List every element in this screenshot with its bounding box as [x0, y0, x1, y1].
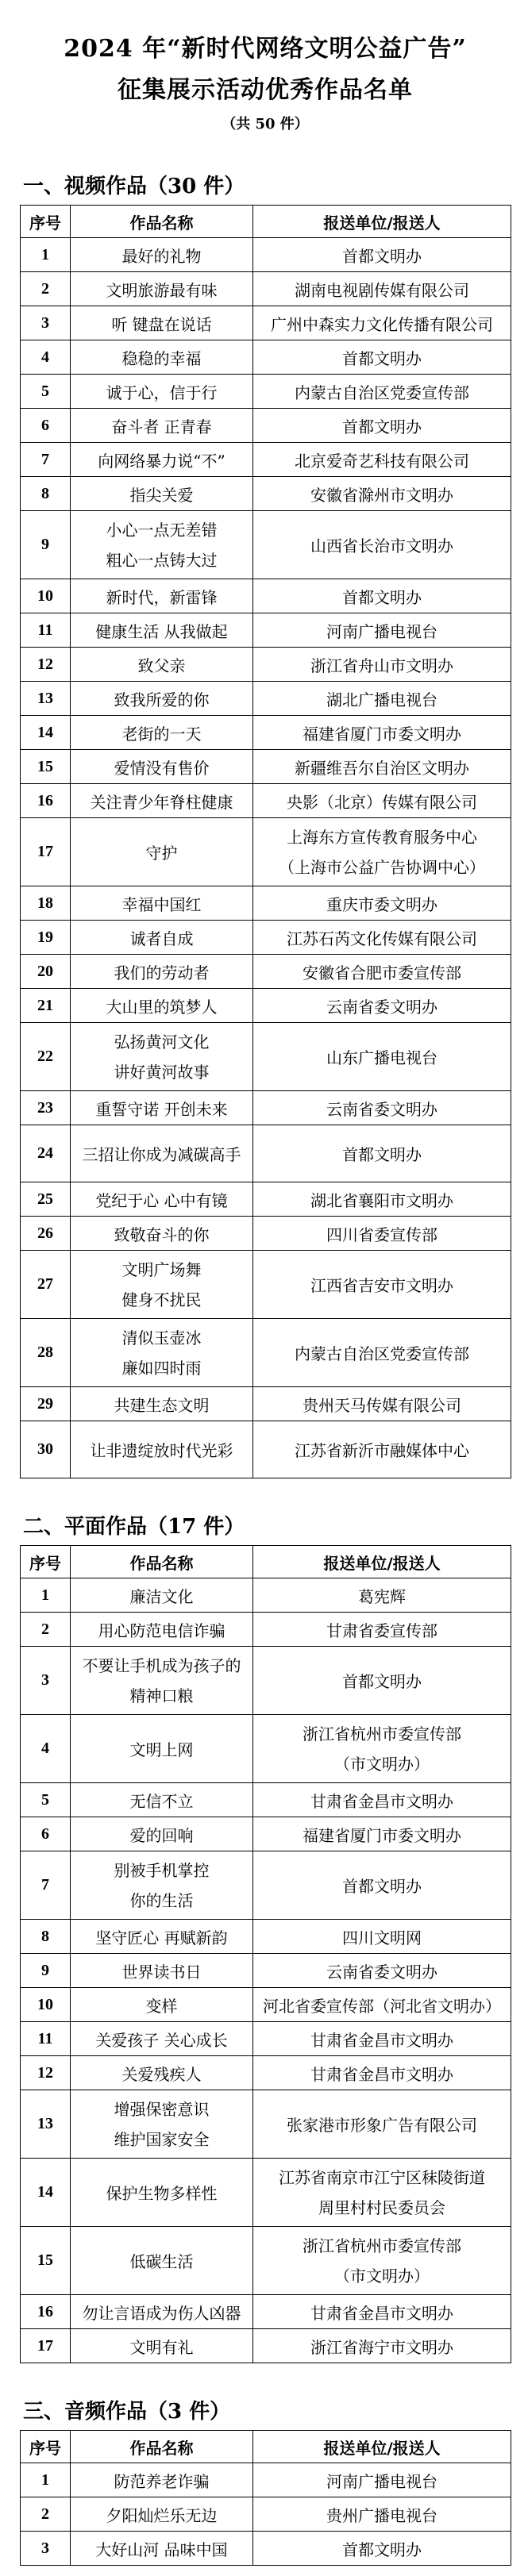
table-row — [21, 1421, 511, 1478]
table-header-row — [21, 1546, 511, 1578]
col-header-name: 作品名称 — [71, 1546, 253, 1578]
work-title: 爱情没有售价 — [71, 750, 253, 784]
submitting-unit: 河南广播电视台 — [253, 613, 511, 648]
work-title: 变样 — [71, 1988, 253, 2022]
work-title: 健康生活 从我做起 — [71, 613, 253, 648]
work-title: 文明上网 — [71, 1715, 253, 1783]
row-number: 11 — [21, 2022, 71, 2056]
submitting-unit: 山东广播电视台 — [253, 1023, 511, 1091]
submitting-unit: 甘肃省金昌市文明办 — [253, 2295, 511, 2329]
submitting-unit: 内蒙古自治区党委宣传部 — [253, 1319, 511, 1387]
row-number: 22 — [21, 1023, 71, 1091]
submitting-unit: 湖北省襄阳市文明办 — [253, 1182, 511, 1217]
table-row — [21, 1217, 511, 1251]
work-title: 诚者自成 — [71, 921, 253, 955]
table-row — [21, 2497, 511, 2532]
work-title: 爱的回响 — [71, 1817, 253, 1851]
submitting-unit: 湖南电视剧传媒有限公司 — [253, 272, 511, 306]
table-row — [21, 238, 511, 272]
table-row — [21, 443, 511, 477]
table-row — [21, 1319, 511, 1387]
row-number: 2 — [21, 272, 71, 306]
work-title: 不要让手机成为孩子的 精神口粮 — [71, 1647, 253, 1715]
work-title: 别被手机掌控 你的生活 — [71, 1851, 253, 1920]
work-title: 守护 — [71, 818, 253, 886]
submitting-unit: 贵州广播电视台 — [253, 2497, 511, 2532]
work-title: 夕阳灿烂乐无边 — [71, 2497, 253, 2532]
row-number: 4 — [21, 340, 71, 375]
table-row — [21, 2295, 511, 2329]
row-number: 4 — [21, 1715, 71, 1783]
audio-works-table — [20, 2430, 511, 2566]
row-number: 16 — [21, 784, 71, 818]
section-print-works — [20, 1515, 511, 2363]
row-number: 10 — [21, 579, 71, 613]
col-header-name: 作品名称 — [71, 2431, 253, 2463]
submitting-unit: 福建省厦门市委文明办 — [253, 1817, 511, 1851]
work-title: 无信不立 — [71, 1783, 253, 1817]
submitting-unit: 四川文明网 — [253, 1920, 511, 1954]
row-number: 13 — [21, 2090, 71, 2159]
submitting-unit: 首都文明办 — [253, 340, 511, 375]
table-row — [21, 1783, 511, 1817]
row-number: 7 — [21, 443, 71, 477]
table-row — [21, 409, 511, 443]
table-row — [21, 1715, 511, 1783]
submitting-unit: 福建省厦门市委文明办 — [253, 716, 511, 750]
table-row — [21, 272, 511, 306]
submitting-unit: 广州中森实力文化传播有限公司 — [253, 306, 511, 340]
row-number: 3 — [21, 1647, 71, 1715]
submitting-unit: 贵州天马传媒有限公司 — [253, 1387, 511, 1421]
work-title: 大山里的筑梦人 — [71, 989, 253, 1023]
work-title: 廉洁文化 — [71, 1578, 253, 1613]
work-title: 增强保密意识 维护国家安全 — [71, 2090, 253, 2159]
table-row — [21, 1023, 511, 1091]
row-number: 10 — [21, 1988, 71, 2022]
col-header-num: 序号 — [21, 2431, 71, 2463]
table-row — [21, 477, 511, 511]
table-row — [21, 1387, 511, 1421]
submitting-unit: 河北省委宣传部（河北省文明办） — [253, 1988, 511, 2022]
submitting-unit: 山西省长治市文明办 — [253, 511, 511, 579]
work-title: 三招让你成为减碳高手 — [71, 1125, 253, 1182]
work-title: 勿让言语成为伤人凶器 — [71, 2295, 253, 2329]
table-row — [21, 1851, 511, 1920]
work-title: 党纪于心 心中有镜 — [71, 1182, 253, 1217]
table-row — [21, 1578, 511, 1613]
submitting-unit: 北京爱奇艺科技有限公司 — [253, 443, 511, 477]
row-number: 9 — [21, 511, 71, 579]
work-title: 我们的劳动者 — [71, 955, 253, 989]
work-title: 稳稳的幸福 — [71, 340, 253, 375]
submitting-unit: 河南广播电视台 — [253, 2463, 511, 2497]
row-number: 20 — [21, 955, 71, 989]
table-row — [21, 1613, 511, 1647]
table-row — [21, 750, 511, 784]
submitting-unit: 内蒙古自治区党委宣传部 — [253, 375, 511, 409]
submitting-unit: 云南省委文明办 — [253, 1091, 511, 1125]
table-row — [21, 1091, 511, 1125]
row-number: 5 — [21, 1783, 71, 1817]
row-number: 6 — [21, 1817, 71, 1851]
submitting-unit: 安徽省合肥市委宣传部 — [253, 955, 511, 989]
submitting-unit: 首都文明办 — [253, 579, 511, 613]
submitting-unit: 甘肃省委宣传部 — [253, 1613, 511, 1647]
row-number: 26 — [21, 1217, 71, 1251]
work-title: 防范养老诈骗 — [71, 2463, 253, 2497]
work-title: 关爱残疾人 — [71, 2056, 253, 2090]
submitting-unit: 浙江省杭州市委宣传部 （市文明办） — [253, 1715, 511, 1783]
col-header-name: 作品名称 — [71, 206, 253, 238]
table-row — [21, 2090, 511, 2159]
video-works-table — [20, 205, 511, 1478]
row-number: 6 — [21, 409, 71, 443]
work-title: 致敬奋斗的你 — [71, 1217, 253, 1251]
submitting-unit: 四川省委宣传部 — [253, 1217, 511, 1251]
submitting-unit: 浙江省海宁市文明办 — [253, 2329, 511, 2363]
work-title: 奋斗者 正青春 — [71, 409, 253, 443]
table-row — [21, 2532, 511, 2566]
submitting-unit: 重庆市委文明办 — [253, 886, 511, 921]
submitting-unit: 江苏石芮文化传媒有限公司 — [253, 921, 511, 955]
row-number: 3 — [21, 306, 71, 340]
row-number: 25 — [21, 1182, 71, 1217]
section-heading-video: 一、视频作品（30 件） — [23, 175, 245, 198]
submitting-unit: 甘肃省金昌市文明办 — [253, 2022, 511, 2056]
table-row — [21, 1920, 511, 1954]
table-row — [21, 2329, 511, 2363]
work-title: 致我所爱的你 — [71, 682, 253, 716]
submitting-unit: 甘肃省金昌市文明办 — [253, 1783, 511, 1817]
table-row — [21, 989, 511, 1023]
table-row — [21, 1125, 511, 1182]
work-title: 指尖关爱 — [71, 477, 253, 511]
submitting-unit: 江苏省南京市江宁区秣陵街道 周里村村民委员会 — [253, 2159, 511, 2227]
row-number: 15 — [21, 750, 71, 784]
col-header-num: 序号 — [21, 206, 71, 238]
submitting-unit: 江西省吉安市文明办 — [253, 1251, 511, 1319]
submitting-unit: 张家港市形象广告有限公司 — [253, 2090, 511, 2159]
row-number: 14 — [21, 716, 71, 750]
submitting-unit: 云南省委文明办 — [253, 1954, 511, 1988]
table-row — [21, 784, 511, 818]
submitting-unit: 首都文明办 — [253, 409, 511, 443]
table-row — [21, 2227, 511, 2295]
row-number: 8 — [21, 1920, 71, 1954]
submitting-unit: 云南省委文明办 — [253, 989, 511, 1023]
table-row — [21, 340, 511, 375]
page-title-line2: 征集展示活动优秀作品名单 — [118, 76, 413, 104]
count-note: （共 50 件） — [222, 116, 309, 133]
submitting-unit: 安徽省滁州市文明办 — [253, 477, 511, 511]
submitting-unit: 上海东方宣传教育服务中心 （上海市公益广告协调中心） — [253, 818, 511, 886]
table-header-row — [21, 2431, 511, 2463]
table-row — [21, 955, 511, 989]
row-number: 12 — [21, 648, 71, 682]
row-number: 19 — [21, 921, 71, 955]
submitting-unit: 央影（北京）传媒有限公司 — [253, 784, 511, 818]
page-title — [20, 29, 511, 111]
row-number: 30 — [21, 1421, 71, 1478]
row-number: 17 — [21, 818, 71, 886]
row-number: 27 — [21, 1251, 71, 1319]
work-title: 世界读书日 — [71, 1954, 253, 1988]
table-row — [21, 716, 511, 750]
row-number: 11 — [21, 613, 71, 648]
work-title: 保护生物多样性 — [71, 2159, 253, 2227]
row-number: 23 — [21, 1091, 71, 1125]
work-title: 老街的一天 — [71, 716, 253, 750]
submitting-unit: 浙江省舟山市文明办 — [253, 648, 511, 682]
table-row — [21, 579, 511, 613]
row-number: 21 — [21, 989, 71, 1023]
col-header-unit: 报送单位/报送人 — [253, 206, 511, 238]
page-title-line1: 2024 年“新时代网络文明公益广告” — [64, 35, 467, 63]
section-audio-works — [20, 2400, 511, 2566]
row-number: 18 — [21, 886, 71, 921]
work-title: 大好山河 品味中国 — [71, 2532, 253, 2566]
row-number: 13 — [21, 682, 71, 716]
work-title: 重誓守诺 开创未来 — [71, 1091, 253, 1125]
col-header-unit: 报送单位/报送人 — [253, 1546, 511, 1578]
table-row — [21, 2159, 511, 2227]
table-row — [21, 1182, 511, 1217]
submitting-unit: 葛宪辉 — [253, 1578, 511, 1613]
work-title: 清似玉壶冰 廉如四时雨 — [71, 1319, 253, 1387]
table-row — [21, 682, 511, 716]
work-title: 向网络暴力说“不” — [71, 443, 253, 477]
row-number: 1 — [21, 2463, 71, 2497]
col-header-num: 序号 — [21, 1546, 71, 1578]
work-title: 关爱孩子 关心成长 — [71, 2022, 253, 2056]
work-title: 听 键盘在说话 — [71, 306, 253, 340]
work-title: 坚守匠心 再赋新韵 — [71, 1920, 253, 1954]
submitting-unit: 新疆维吾尔自治区文明办 — [253, 750, 511, 784]
table-row — [21, 2056, 511, 2090]
table-row — [21, 648, 511, 682]
submitting-unit: 首都文明办 — [253, 1851, 511, 1920]
work-title: 最好的礼物 — [71, 238, 253, 272]
col-header-unit: 报送单位/报送人 — [253, 2431, 511, 2463]
row-number: 12 — [21, 2056, 71, 2090]
table-row — [21, 1817, 511, 1851]
work-title: 诚于心，信于行 — [71, 375, 253, 409]
work-title: 用心防范电信诈骗 — [71, 1613, 253, 1647]
table-row — [21, 818, 511, 886]
table-row — [21, 886, 511, 921]
submitting-unit: 首都文明办 — [253, 2532, 511, 2566]
row-number: 1 — [21, 1578, 71, 1613]
row-number: 5 — [21, 375, 71, 409]
work-title: 共建生态文明 — [71, 1387, 253, 1421]
table-header-row — [21, 206, 511, 238]
work-title: 小心一点无差错 粗心一点铸大过 — [71, 511, 253, 579]
table-row — [21, 306, 511, 340]
submitting-unit: 浙江省杭州市委宣传部 （市文明办） — [253, 2227, 511, 2295]
submitting-unit: 首都文明办 — [253, 238, 511, 272]
row-number: 17 — [21, 2329, 71, 2363]
row-number: 3 — [21, 2532, 71, 2566]
table-row — [21, 613, 511, 648]
work-title: 让非遗绽放时代光彩 — [71, 1421, 253, 1478]
work-title: 文明旅游最有味 — [71, 272, 253, 306]
row-number: 1 — [21, 238, 71, 272]
row-number: 7 — [21, 1851, 71, 1920]
submitting-unit: 首都文明办 — [253, 1647, 511, 1715]
row-number: 16 — [21, 2295, 71, 2329]
section-video-works — [20, 175, 511, 1478]
row-number: 2 — [21, 2497, 71, 2532]
table-row — [21, 1251, 511, 1319]
submitting-unit: 湖北广播电视台 — [253, 682, 511, 716]
table-row — [21, 921, 511, 955]
section-heading-print: 二、平面作品（17 件） — [23, 1515, 245, 1539]
work-title: 文明广场舞 健身不扰民 — [71, 1251, 253, 1319]
work-title: 关注青少年脊柱健康 — [71, 784, 253, 818]
row-number: 8 — [21, 477, 71, 511]
work-title: 低碳生活 — [71, 2227, 253, 2295]
row-number: 2 — [21, 1613, 71, 1647]
submitting-unit: 甘肃省金昌市文明办 — [253, 2056, 511, 2090]
table-row — [21, 2463, 511, 2497]
row-number: 9 — [21, 1954, 71, 1988]
table-row — [21, 511, 511, 579]
work-title: 弘扬黄河文化 讲好黄河故事 — [71, 1023, 253, 1091]
table-row — [21, 1988, 511, 2022]
submitting-unit: 首都文明办 — [253, 1125, 511, 1182]
row-number: 24 — [21, 1125, 71, 1182]
print-works-table — [20, 1545, 511, 2363]
table-row — [21, 1954, 511, 1988]
row-number: 14 — [21, 2159, 71, 2227]
work-title: 幸福中国红 — [71, 886, 253, 921]
row-number: 28 — [21, 1319, 71, 1387]
work-title: 文明有礼 — [71, 2329, 253, 2363]
section-heading-audio: 三、音频作品（3 件） — [23, 2400, 231, 2424]
table-row — [21, 1647, 511, 1715]
submitting-unit: 江苏省新沂市融媒体中心 — [253, 1421, 511, 1478]
work-title: 新时代，新雷锋 — [71, 579, 253, 613]
work-title: 致父亲 — [71, 648, 253, 682]
row-number: 29 — [21, 1387, 71, 1421]
table-row — [21, 2022, 511, 2056]
row-number: 15 — [21, 2227, 71, 2295]
table-row — [21, 375, 511, 409]
